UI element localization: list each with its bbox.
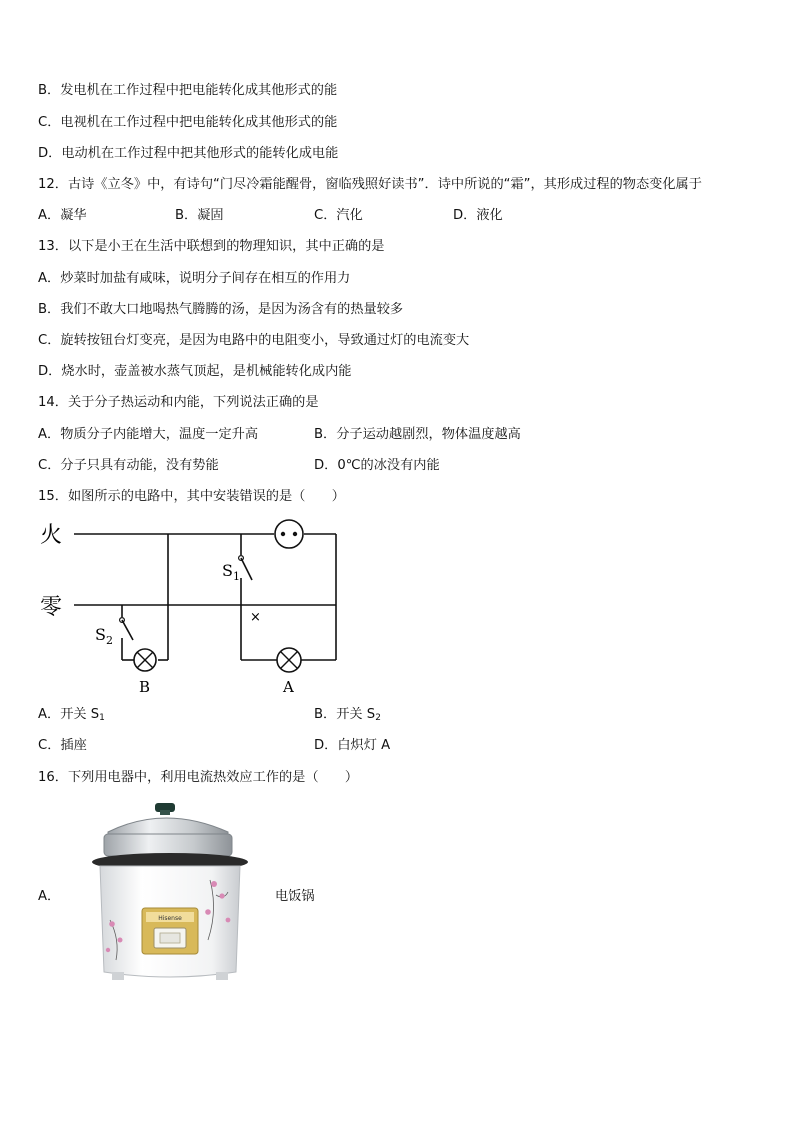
q13-option-b: B．我们不敢大口地喝热气腾腾的汤，是因为汤含有的热量较多 <box>38 302 404 317</box>
lamp-b <box>134 649 156 671</box>
steamer-basket <box>104 834 232 856</box>
q14-option-a: A．物质分子内能增大，温度一定升高 <box>38 427 259 442</box>
lamp-b-label: B <box>139 678 151 696</box>
switch-s1-label <box>222 561 240 583</box>
rice-cooker-image <box>90 800 255 990</box>
q15-option-b <box>314 706 381 727</box>
brand-label: Hisense <box>158 915 182 922</box>
q15-option-c: C．插座 <box>38 738 87 753</box>
q12-option-c: C．汽化 <box>314 208 363 223</box>
q13-option-a: A．炒菜时加盐有咸味，说明分子间存在相互的作用力 <box>38 271 351 286</box>
q16-option-a-label: 电饭锅 <box>275 889 315 904</box>
switch-s1 <box>239 556 252 580</box>
q14-option-d: D．0℃的冰没有内能 <box>314 458 440 473</box>
q13-stem: 13．以下是小王在生活中联想到的物理知识，其中正确的是 <box>38 239 385 254</box>
q14-stem: 14．关于分子热运动和内能，下列说法正确的是 <box>38 395 319 410</box>
lamp-a-label: A <box>283 678 294 696</box>
socket <box>275 520 303 548</box>
q12-option-b: B．凝固 <box>175 208 224 223</box>
lid-knob <box>155 803 175 815</box>
q13-option-d: D．烧水时，壶盖被水蒸气顶起，是机械能转化成内能 <box>38 364 352 379</box>
q14-option-b: B．分子运动越剧烈，物体温度越高 <box>314 427 521 442</box>
q12-option-d: D．液化 <box>453 208 503 223</box>
cook-switch-lever <box>160 933 180 943</box>
q11-option-c: C．电视机在工作过程中把电能转化成其他形式的能 <box>38 115 338 130</box>
q11-option-b: B．发电机在工作过程中把电能转化成其他形式的能 <box>38 83 338 98</box>
q11-option-d: D．电动机在工作过程中把其他形式的能转化成电能 <box>38 146 339 161</box>
lamp-a <box>277 648 301 672</box>
q12-stem: 12．古诗《立冬》中，有诗句“门尽冷霜能醒骨，窗临残照好读书”．诗中所说的“霜”，其形成过程的物态变化属于 <box>38 177 702 192</box>
q15-option-b-text: B．开关 S <box>314 707 376 722</box>
q15-option-a <box>38 706 105 727</box>
q13-option-c: C．旋转按钮台灯变亮，是因为电路中的电阻变小，导致通过灯的电流变大 <box>38 333 470 348</box>
household-circuit-diagram <box>30 518 350 698</box>
q16-stem: 16．下列用电器中，利用电流热效应工作的是（ ） <box>38 770 359 785</box>
switch-s2-label-sub: 2 <box>105 634 113 647</box>
left-foot <box>112 972 124 980</box>
q16-option-a: A． <box>38 889 61 904</box>
switch-s2-label-main: S <box>95 625 106 644</box>
switch-s1-label-sub: 1 <box>232 570 240 583</box>
q15-option-a-sub: 1 <box>99 713 105 723</box>
steamer-lid <box>108 818 228 836</box>
q15-stem: 15．如图所示的电路中，其中安装错误的是（ ） <box>38 489 345 504</box>
fault-cross-mark: × <box>250 610 261 625</box>
live-wire-label: 火 <box>40 523 63 548</box>
q15-option-b-sub: 2 <box>375 713 381 723</box>
q15-option-d: D．白炽灯 A <box>314 738 391 753</box>
switch-s1-label-main: S <box>222 561 233 580</box>
neutral-wire-label: 零 <box>40 595 63 620</box>
switch-s2-label <box>95 625 113 647</box>
right-foot <box>216 972 228 980</box>
switch-s2 <box>120 618 133 640</box>
q12-option-a: A．凝华 <box>38 208 87 223</box>
q15-option-a-text: A．开关 S <box>38 707 100 722</box>
q14-option-c: C．分子只具有动能，没有势能 <box>38 458 219 473</box>
